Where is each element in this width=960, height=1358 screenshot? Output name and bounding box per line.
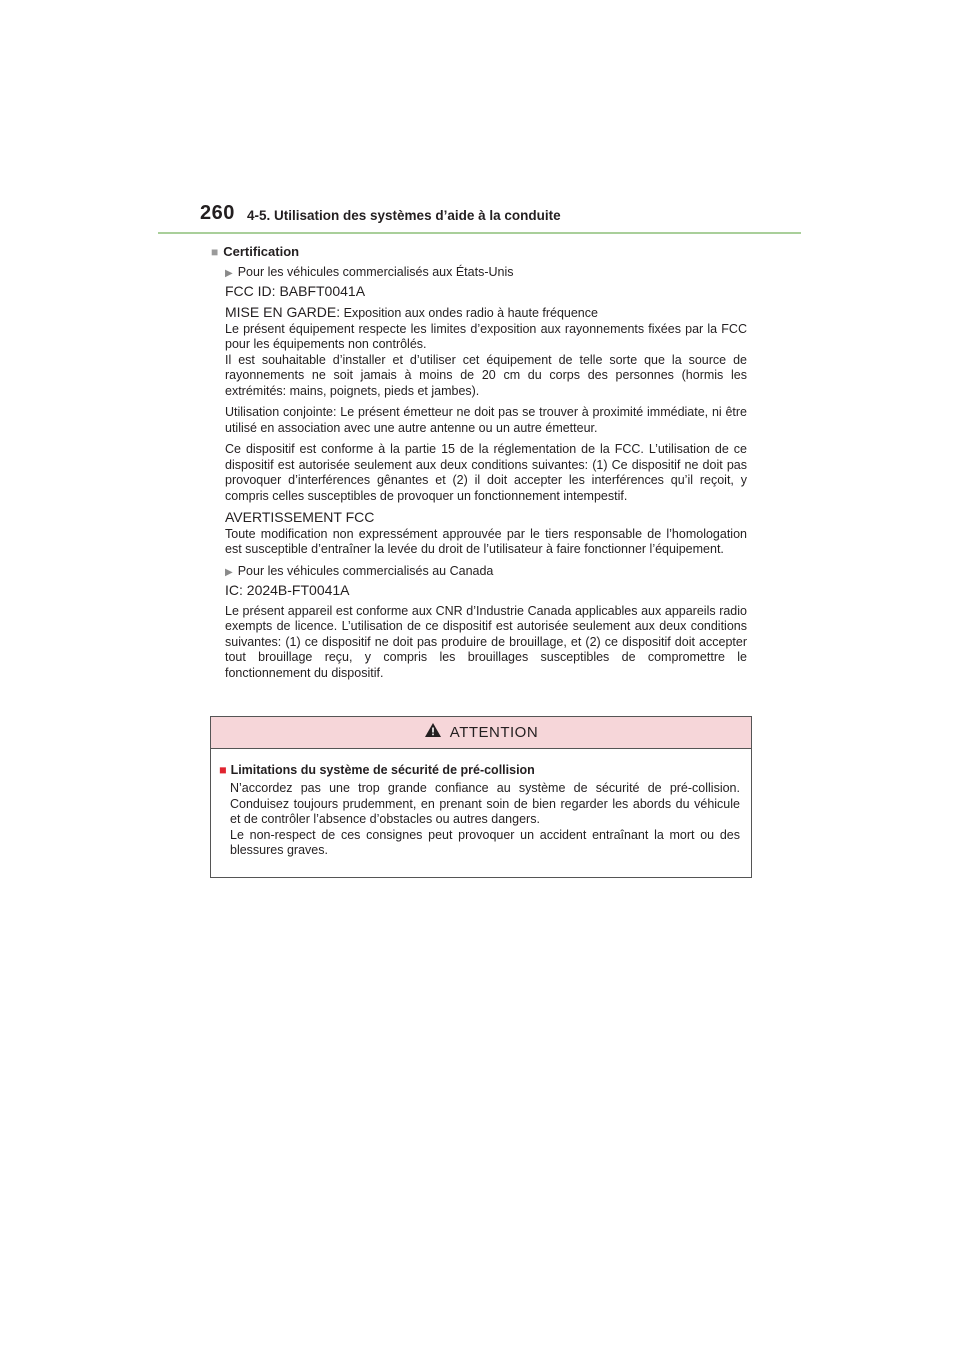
fcc-id: FCC ID: BABFT0041A — [225, 283, 366, 299]
warning-triangle-icon — [424, 722, 442, 743]
colocation-paragraph: Utilisation conjointe: Le présent émetteur ne doit pas se trouver à proximité immédiate, ni être utilisé en association avec une autre antenne ou un autre émetteur. — [225, 405, 747, 435]
header-rule — [158, 232, 801, 234]
certification-heading: ■ Certification — [211, 244, 300, 259]
attention-header — [211, 717, 751, 749]
attention-body — [211, 749, 751, 859]
square-bullet-icon: ■ — [211, 245, 219, 259]
ic-id: IC: 2024B-FT0041A — [225, 581, 350, 598]
triangle-bullet-icon: ▶ — [225, 268, 233, 279]
fcc-warning-head: AVERTISSEMENT FCC — [225, 509, 375, 525]
fcc-warning-block — [225, 510, 747, 558]
caution-p2: Il est souhaitable d’installer et d’utiliser cet équipement de telle sorte que la source de rayonnements ne soit jamais à moins de 20 cm du corps des personnes (hormis les extrémités: mains, poignets, pieds et jambes). — [225, 352, 747, 398]
square-bullet-icon: ■ — [219, 763, 227, 777]
attention-p2: Le non-respect de ces consignes peut provoquer un accident entraînant la mort ou des blessures graves. — [230, 827, 740, 857]
us-subheading: ▶ Pour les véhicules commercialisés aux États-Unis — [225, 265, 514, 279]
fcc-warning-text: Toute modification non expressément approuvée par le tiers responsable de l’homologation est susceptible d’entraîner la levée du droit de l’utilisateur à faire fonctionner l’équipement. — [225, 526, 747, 556]
attention-paragraph — [230, 781, 740, 859]
part15-paragraph: Ce dispositif est conforme à la partie 15 de la réglementation de la FCC. L’utilisation de ce dispositif est autorisée seulement aux deux conditions suivantes: (1) Ce dispositif ne doit pas provoquer d’interférences gênantes et (2) il doit accepter les interférences qu’il reçoit, y compris celles susceptibles de provoquer un fonctionnement intempestif. — [225, 442, 747, 503]
triangle-bullet-icon: ▶ — [225, 566, 233, 578]
section-title: 4-5. Utilisation des systèmes d’aide à la conduite — [247, 208, 561, 223]
caution-head: MISE EN GARDE: — [225, 304, 341, 320]
caution-title: Exposition aux ondes radio à haute fréquence — [340, 306, 598, 320]
page-number: 260 — [200, 202, 235, 224]
attention-title: ATTENTION — [449, 724, 539, 741]
canada-paragraph: Le présent appareil est conforme aux CNR d’Industrie Canada applicables aux appareils radio exempts de licence. L’utilisation de ce dispositif est autorisée seulement aux deux conditions suivantes: (1) ce dispositif ne doit pas produire de brouillage, et (2) ce dispositif doit accepter tout brouillage reçu, y compris les brouillages susceptibles de compromettre le fonctionnement du dispositif. — [225, 603, 747, 680]
caution-p1: Le présent équipement respecte les limites d’exposition aux rayonnements fixées par la FCC pour les équipements non contrôlés. — [225, 321, 747, 351]
attention-subheading: ■ Limitations du système de sécurité de pré-collision — [219, 763, 535, 777]
caution-block — [225, 305, 747, 399]
certification-section — [211, 244, 747, 687]
attention-box — [210, 716, 752, 878]
attention-p1: N’accordez pas une trop grande confiance au système de sécurité de pré-collision. Conduisez toujours prudemment, en prenant soin de bien regarder les abords du véhicule et de contrôler l’absence d’obstacles ou autres dangers. — [230, 781, 740, 826]
canada-subheading: ▶ Pour les véhicules commercialisés au Canada — [225, 563, 494, 578]
